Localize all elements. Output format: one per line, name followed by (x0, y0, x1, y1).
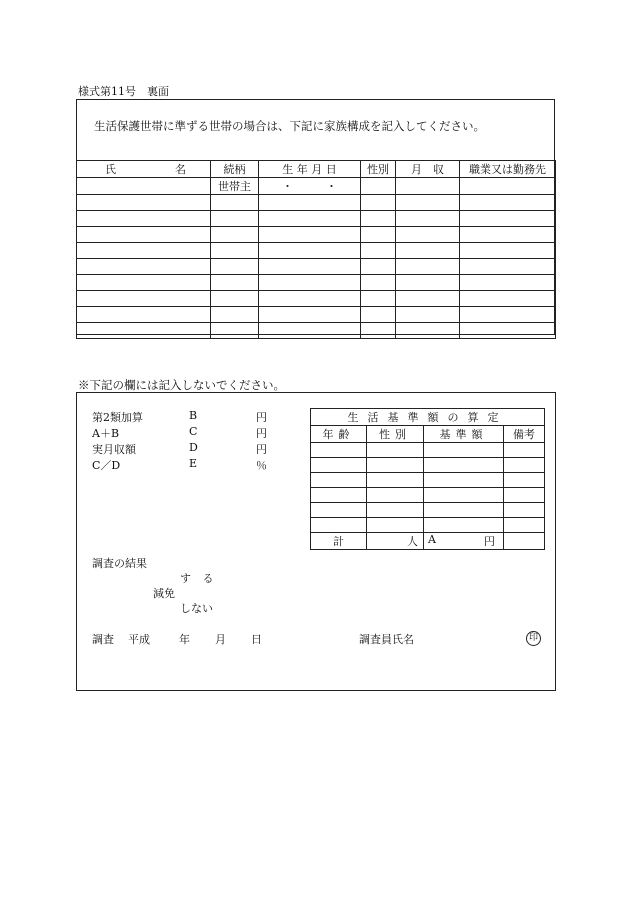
remarks-cell[interactable] (504, 488, 545, 503)
family-row (77, 227, 556, 243)
standard-row (311, 488, 545, 503)
family-row (77, 291, 556, 307)
form-title: 様式第11号 裏面 (78, 85, 169, 98)
instruction-text: 生活保護世帯に準ずる世帯の場合は、下記に家族構成を記入してください。 (94, 119, 485, 133)
header-occupation: 職業又は勤務先 (460, 161, 556, 178)
header-name-surname: 氏 (105, 163, 116, 176)
remarks-cell[interactable] (504, 458, 545, 473)
family-row (77, 243, 556, 259)
calc-label-b: 第2類加算 (92, 411, 143, 424)
occupation-cell[interactable] (460, 275, 556, 291)
relation-cell[interactable] (211, 243, 259, 259)
survey-date-label: 調査 (92, 633, 114, 646)
standard-total-row (311, 533, 545, 550)
header-name (77, 161, 211, 178)
calc-letter-d: D (189, 441, 198, 454)
birthdate-cell[interactable] (259, 259, 361, 275)
office-use-note: ※下記の欄には記入しないでください。 (78, 378, 285, 392)
header-birthdate: 生 年 月 日 (259, 161, 361, 178)
standard-row (311, 518, 545, 533)
remarks-cell[interactable] (504, 518, 545, 533)
remarks-cell[interactable] (504, 503, 545, 518)
birthdate-cell[interactable] (259, 307, 361, 323)
total-yen-unit: 円 (484, 535, 495, 548)
occupation-cell[interactable] (460, 323, 556, 339)
survey-result-title: 調査の結果 (92, 557, 147, 570)
income-cell[interactable] (396, 211, 460, 227)
relation-cell[interactable] (211, 259, 259, 275)
header-name-given: 名 (175, 163, 186, 176)
income-cell[interactable] (396, 195, 460, 211)
std-sex-cell[interactable] (367, 503, 424, 518)
standard-row (311, 443, 545, 458)
family-table-header (77, 161, 556, 178)
name-cell[interactable] (77, 307, 211, 323)
header-sex: 性別 (361, 161, 396, 178)
total-amount-cell (424, 533, 504, 550)
standard-table-title-row (311, 409, 545, 426)
standard-amount-table (310, 408, 545, 550)
amount-cell[interactable] (424, 503, 504, 518)
name-cell[interactable] (77, 275, 211, 291)
total-label: 計 (311, 533, 367, 550)
age-cell[interactable] (311, 473, 367, 488)
sex-cell[interactable] (361, 275, 396, 291)
name-cell[interactable] (77, 259, 211, 275)
age-cell[interactable] (311, 458, 367, 473)
total-remarks-cell[interactable] (504, 533, 545, 550)
family-table (76, 160, 556, 339)
result-option-no: しない (180, 602, 213, 615)
result-option-yes: す る (180, 572, 218, 585)
income-cell[interactable] (396, 178, 460, 195)
occupation-cell[interactable] (460, 211, 556, 227)
relation-cell[interactable] (211, 227, 259, 243)
relation-cell[interactable] (211, 291, 259, 307)
sex-cell[interactable] (361, 227, 396, 243)
amount-cell[interactable] (424, 458, 504, 473)
relation-cell[interactable] (211, 323, 259, 339)
calc-unit-c: 円 (256, 427, 267, 440)
standard-row (311, 473, 545, 488)
remarks-cell[interactable] (504, 473, 545, 488)
name-cell[interactable] (77, 243, 211, 259)
income-cell[interactable] (396, 243, 460, 259)
income-cell[interactable] (396, 307, 460, 323)
calc-letter-b: B (189, 409, 198, 422)
std-sex-cell[interactable] (367, 443, 424, 458)
sex-cell[interactable] (361, 243, 396, 259)
occupation-cell[interactable] (460, 307, 556, 323)
birthdate-cell[interactable] (259, 275, 361, 291)
remarks-cell[interactable] (504, 443, 545, 458)
standard-row (311, 458, 545, 473)
occupation-cell[interactable] (460, 227, 556, 243)
investigator-name-label: 調査員氏名 (359, 633, 414, 646)
family-row (77, 211, 556, 227)
standard-table-title: 生活基準額の算定 (311, 409, 545, 426)
name-cell[interactable] (77, 178, 211, 195)
sex-cell[interactable] (361, 323, 396, 339)
family-row (77, 259, 556, 275)
family-row (77, 195, 556, 211)
income-cell[interactable] (396, 227, 460, 243)
seal-icon: 印 (526, 631, 541, 646)
relation-cell[interactable] (211, 275, 259, 291)
occupation-cell[interactable] (460, 291, 556, 307)
std-sex-cell[interactable] (367, 458, 424, 473)
amount-cell[interactable] (424, 473, 504, 488)
header-age: 年齢 (311, 426, 367, 443)
relation-cell[interactable] (211, 195, 259, 211)
calc-label-d: 実月収額 (92, 443, 136, 456)
calc-unit-d: 円 (256, 443, 267, 456)
name-cell[interactable] (77, 211, 211, 227)
calc-label-e: C／D (92, 459, 121, 472)
age-cell[interactable] (311, 518, 367, 533)
amount-cell[interactable] (424, 488, 504, 503)
income-cell[interactable] (396, 275, 460, 291)
name-cell[interactable] (77, 291, 211, 307)
income-cell[interactable] (396, 259, 460, 275)
occupation-cell[interactable] (460, 243, 556, 259)
total-a-label: A (428, 533, 436, 546)
birthdate-cell[interactable] (259, 323, 361, 339)
family-row (77, 323, 556, 339)
standard-table-header (311, 426, 545, 443)
survey-year-unit: 年 (179, 633, 190, 646)
name-cell[interactable] (77, 195, 211, 211)
survey-day-unit: 日 (251, 633, 262, 646)
header-income: 月 収 (396, 161, 460, 178)
relation-cell[interactable] (211, 211, 259, 227)
sex-cell[interactable] (361, 259, 396, 275)
survey-month-unit: 月 (215, 633, 226, 646)
calc-unit-e: ％ (256, 459, 267, 472)
std-sex-cell[interactable] (367, 488, 424, 503)
age-cell[interactable] (311, 443, 367, 458)
income-cell[interactable] (396, 291, 460, 307)
birthdate-cell[interactable] (259, 243, 361, 259)
birthdate-cell[interactable] (259, 291, 361, 307)
occupation-cell[interactable] (460, 195, 556, 211)
calc-letter-e: E (189, 457, 198, 470)
relation-cell[interactable]: 世帯主 (211, 178, 259, 195)
std-sex-cell[interactable] (367, 518, 424, 533)
family-row (77, 307, 556, 323)
header-relation: 続柄 (211, 161, 259, 178)
family-row (77, 275, 556, 291)
header-remarks: 備考 (504, 426, 545, 443)
calc-label-c: A＋B (92, 427, 120, 440)
occupation-cell[interactable] (460, 178, 556, 195)
sex-cell[interactable] (361, 178, 396, 195)
exemption-label: 減免 (153, 587, 175, 600)
calc-unit-b: 円 (256, 411, 267, 424)
calc-letter-c: C (189, 425, 198, 438)
birthdate-cell[interactable] (259, 211, 361, 227)
total-people-unit: 人 (367, 533, 424, 550)
sex-cell[interactable] (361, 291, 396, 307)
birthdate-cell[interactable] (259, 227, 361, 243)
relation-cell[interactable] (211, 307, 259, 323)
sex-cell[interactable] (361, 211, 396, 227)
header-standard-amount: 基準額 (424, 426, 504, 443)
amount-cell[interactable] (424, 443, 504, 458)
age-cell[interactable] (311, 488, 367, 503)
standard-row (311, 503, 545, 518)
header-std-sex: 性別 (367, 426, 424, 443)
income-cell[interactable] (396, 323, 460, 339)
survey-era: 平成 (128, 633, 150, 646)
amount-cell[interactable] (424, 518, 504, 533)
std-sex-cell[interactable] (367, 473, 424, 488)
birthdate-cell[interactable] (259, 195, 361, 211)
birthdate-cell[interactable]: ・ ・ (259, 178, 361, 195)
age-cell[interactable] (311, 503, 367, 518)
family-row (77, 178, 556, 195)
occupation-cell[interactable] (460, 259, 556, 275)
sex-cell[interactable] (361, 307, 396, 323)
name-cell[interactable] (77, 227, 211, 243)
name-cell[interactable] (77, 323, 211, 339)
sex-cell[interactable] (361, 195, 396, 211)
